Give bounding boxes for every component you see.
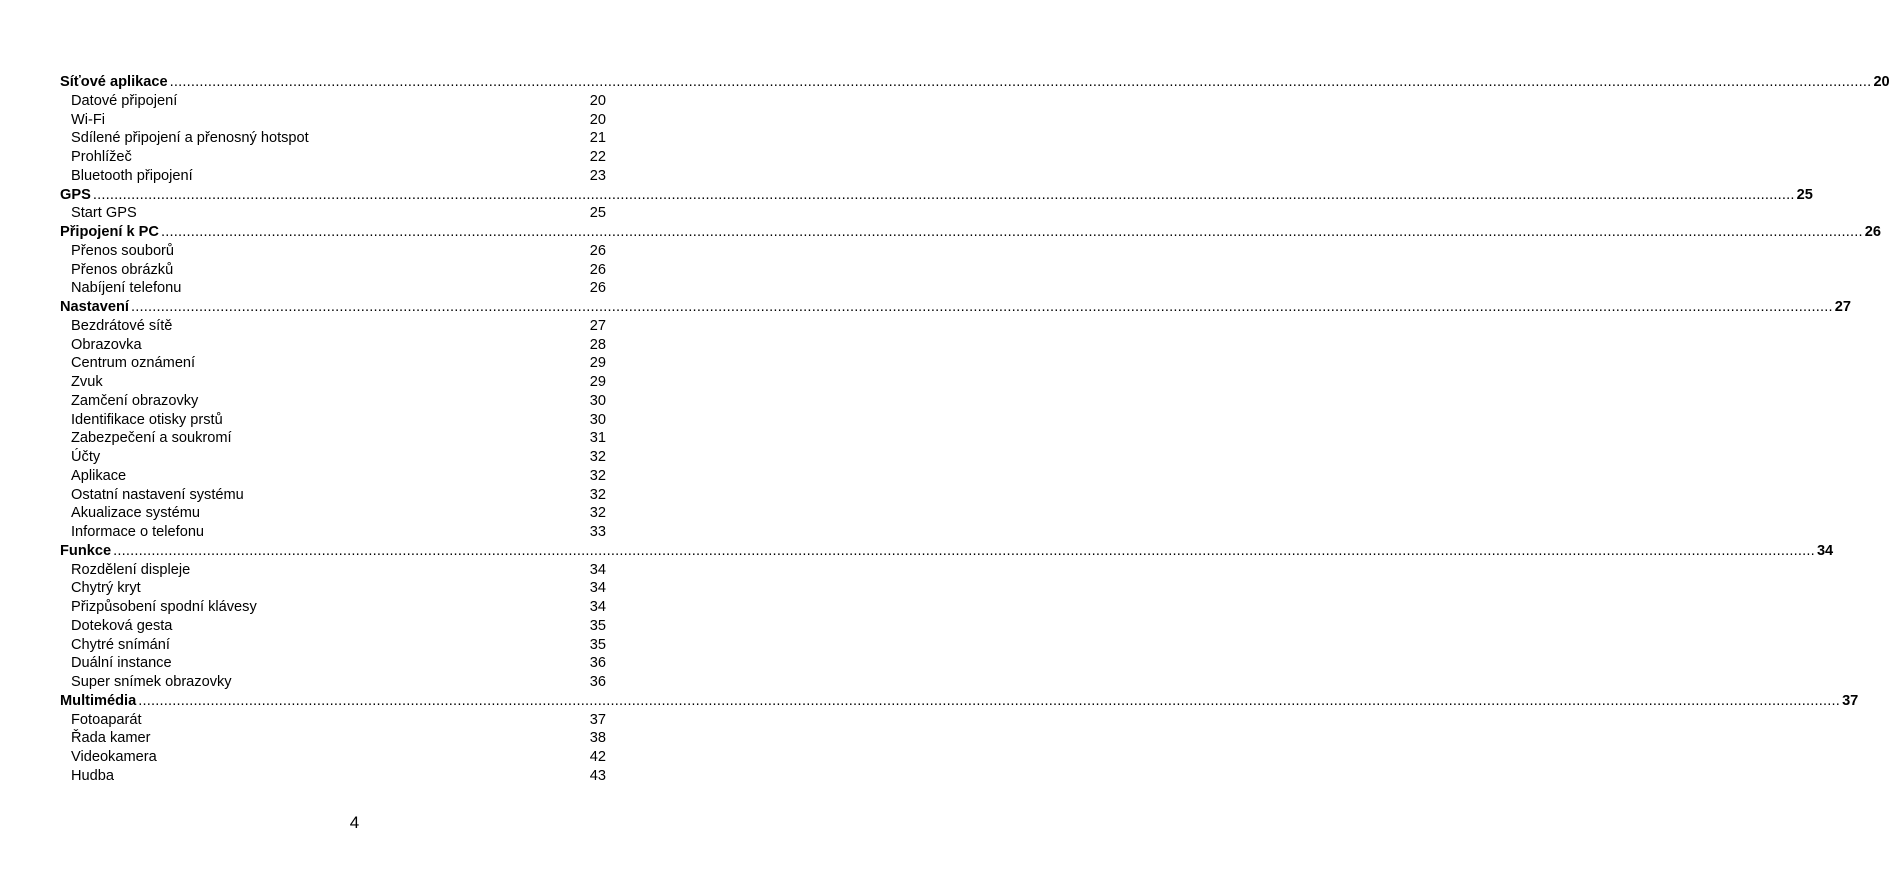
toc-subsection-entry[interactable] (60, 767, 606, 786)
toc-entry-page: 43 (589, 767, 606, 784)
toc-entry-page: 32 (589, 449, 606, 465)
toc-entry-title: Připojení k PC (60, 224, 159, 240)
toc-subsection-entry[interactable] (60, 617, 606, 636)
toc-entry-title: Wi-Fi (71, 111, 106, 128)
toc-section-entry[interactable] (60, 73, 1890, 92)
toc-subsection-entry[interactable] (60, 448, 606, 467)
toc-entry-page: 29 (589, 374, 606, 390)
toc-entry-page: 35 (589, 617, 606, 634)
toc-entry-title: Řada kamer (71, 730, 151, 747)
toc-entry-page: 37 (1842, 692, 1859, 709)
toc-entry-title: Chytré snímání (71, 636, 170, 653)
toc-entry-page: 20 (589, 92, 606, 109)
toc-subsection-entry[interactable] (60, 336, 606, 355)
toc-dot-leader: ................................................................................................................................................................................................................................................................................................................................................................................................................ (113, 542, 1815, 559)
toc-subsection-entry[interactable] (60, 373, 606, 392)
toc-entry-page: 34 (589, 580, 606, 597)
toc-dot-leader: ................................................................................................................................................................................................................................................................................................................................................................................................................ (160, 224, 1863, 240)
page-number: 4 (349, 813, 360, 832)
toc-subsection-entry[interactable] (60, 148, 606, 167)
toc-entry-page: 35 (589, 636, 606, 653)
toc-entry-page: 32 (589, 467, 606, 484)
toc-entry-title: Start GPS (71, 205, 137, 222)
toc-dot-leader: ................................................................................................................................................................................................................................................................................................................................................................................................................ (138, 692, 1841, 709)
toc-subsection-entry[interactable] (60, 561, 606, 580)
toc-subsection-entry[interactable] (60, 598, 606, 617)
toc-entry-title: Prohlížeč (71, 149, 132, 165)
toc-subsection-entry[interactable] (60, 242, 606, 261)
toc-entry-page: 31 (589, 430, 606, 447)
toc-entry-title: Fotoaparát (71, 711, 142, 728)
toc-subsection-entry[interactable] (60, 429, 606, 448)
toc-subsection-entry[interactable] (60, 354, 606, 373)
toc-entry-page: 38 (589, 730, 606, 747)
toc-subsection-entry[interactable] (60, 129, 606, 148)
toc-entry-title: Přizpůsobení spodní klávesy (71, 599, 257, 615)
toc-subsection-entry[interactable] (60, 411, 606, 430)
toc-entry-title: Zvuk (71, 374, 103, 390)
toc-entry-page: 26 (1864, 224, 1882, 240)
toc-entry-title: Centrum oznámení (71, 355, 196, 372)
toc-entry-title: Multimédia (60, 692, 137, 709)
toc-entry-title: GPS (60, 186, 91, 203)
toc-section-entry[interactable] (60, 186, 1813, 205)
toc-entry-page: 34 (1816, 542, 1834, 559)
toc-entry-title: Bezdrátové sítě (71, 317, 173, 334)
toc-entry-page: 26 (589, 261, 606, 278)
toc-entry-page: 27 (589, 317, 606, 334)
toc-entry-title: Zamčení obrazovky (71, 392, 199, 409)
toc-entry-title: Hudba (71, 767, 115, 784)
toc-entry-page: 21 (589, 130, 606, 147)
toc-entry-title: Účty (71, 449, 101, 465)
toc-entry-title: Nabíjení telefonu (71, 280, 182, 297)
toc-entry-page: 30 (589, 392, 606, 409)
toc-entry-page: 25 (589, 205, 606, 222)
toc-subsection-entry[interactable] (60, 673, 606, 692)
toc-subsection-entry[interactable] (60, 654, 606, 673)
toc-entry-title: Obrazovka (71, 336, 142, 353)
toc-subsection-entry[interactable] (60, 636, 606, 655)
toc-entry-page: 34 (589, 599, 606, 615)
toc-section-entry[interactable] (60, 223, 1882, 242)
toc-entry-page: 36 (589, 655, 606, 672)
toc-entry-title: Chytrý kryt (71, 580, 141, 597)
toc-entry-page: 37 (589, 711, 606, 728)
toc-section-entry[interactable] (60, 298, 1852, 317)
toc-entry-title: Přenos obrázků (71, 261, 174, 278)
toc-entry-page: 28 (589, 336, 606, 353)
toc-entry-page: 32 (589, 486, 606, 503)
toc-entry-title: Síťové aplikace (60, 74, 168, 90)
toc-entry-title: Duální instance (71, 655, 172, 672)
toc-entry-title: Akualizace systému (71, 505, 200, 522)
toc-entry-page: 30 (589, 411, 606, 428)
toc-entry-page: 26 (589, 242, 606, 259)
toc-subsection-entry[interactable] (60, 204, 606, 223)
toc-subsection-entry[interactable] (60, 392, 606, 411)
toc-subsection-entry[interactable] (60, 504, 606, 523)
toc-subsection-entry[interactable] (60, 92, 606, 111)
toc-entry-title: Nastavení (60, 299, 129, 315)
toc-entry-title: Funkce (60, 542, 112, 559)
toc-entry-title: Super snímek obrazovky (71, 674, 232, 690)
toc-entry-page: 36 (589, 674, 606, 690)
toc-entry-title: Identifikace otisky prstů (71, 411, 223, 428)
toc-entry-title: Doteková gesta (71, 617, 173, 634)
toc-entry-page: 29 (589, 355, 606, 372)
toc-subsection-entry[interactable] (60, 467, 606, 486)
toc-entry-page: 32 (589, 505, 606, 522)
toc-subsection-entry[interactable] (60, 279, 606, 298)
toc-subsection-entry[interactable] (60, 486, 606, 505)
toc-subsection-entry[interactable] (60, 317, 606, 336)
toc-entry-title: Videokamera (71, 749, 157, 765)
toc-dot-leader: ................................................................................................................................................................................................................................................................................................................................................................................................................ (92, 186, 1795, 203)
toc-subsection-entry[interactable] (60, 111, 606, 130)
toc-entry-page: 42 (589, 749, 606, 765)
toc-subsection-entry[interactable] (60, 748, 606, 767)
toc-subsection-entry[interactable] (60, 579, 606, 598)
toc-entry-title: Informace o telefonu (71, 524, 205, 540)
toc-entry-page: 27 (1834, 299, 1852, 315)
toc-section-entry[interactable] (60, 542, 1834, 561)
toc-section-entry[interactable] (60, 692, 1859, 711)
toc-entry-page: 33 (589, 524, 606, 540)
toc-entry-page: 22 (589, 149, 606, 165)
toc-subsection-entry[interactable] (60, 711, 606, 730)
toc-entry-title: Ostatní nastavení systému (71, 486, 244, 503)
toc-subsection-entry[interactable] (60, 729, 606, 748)
toc-entry-title: Zabezpečení a soukromí (71, 430, 232, 447)
toc-entry-page: 25 (1796, 186, 1813, 203)
toc-dot-leader: ................................................................................................................................................................................................................................................................................................................................................................................................................ (169, 74, 1872, 90)
toc-entry-title: Bluetooth připojení (71, 167, 193, 184)
toc-entry-title: Přenos souborů (71, 242, 175, 259)
toc-entry-page: 34 (589, 561, 606, 578)
toc-entry-title: Datové připojení (71, 92, 178, 109)
toc-entry-page: 20 (589, 111, 606, 128)
toc-entry-page: 23 (589, 167, 606, 184)
toc-subsection-entry[interactable] (60, 261, 606, 280)
table-of-contents (60, 73, 1890, 786)
toc-entry-title: Rozdělení displeje (71, 561, 191, 578)
toc-entry-page: 20 (1873, 74, 1890, 90)
toc-entry-page: 26 (589, 280, 606, 297)
toc-dot-leader: ................................................................................................................................................................................................................................................................................................................................................................................................................ (130, 299, 1833, 315)
toc-entry-title: Sdílené připojení a přenosný hotspot (71, 130, 309, 147)
toc-entry-title: Aplikace (71, 467, 127, 484)
toc-subsection-entry[interactable] (60, 167, 606, 186)
toc-subsection-entry[interactable] (60, 523, 606, 542)
